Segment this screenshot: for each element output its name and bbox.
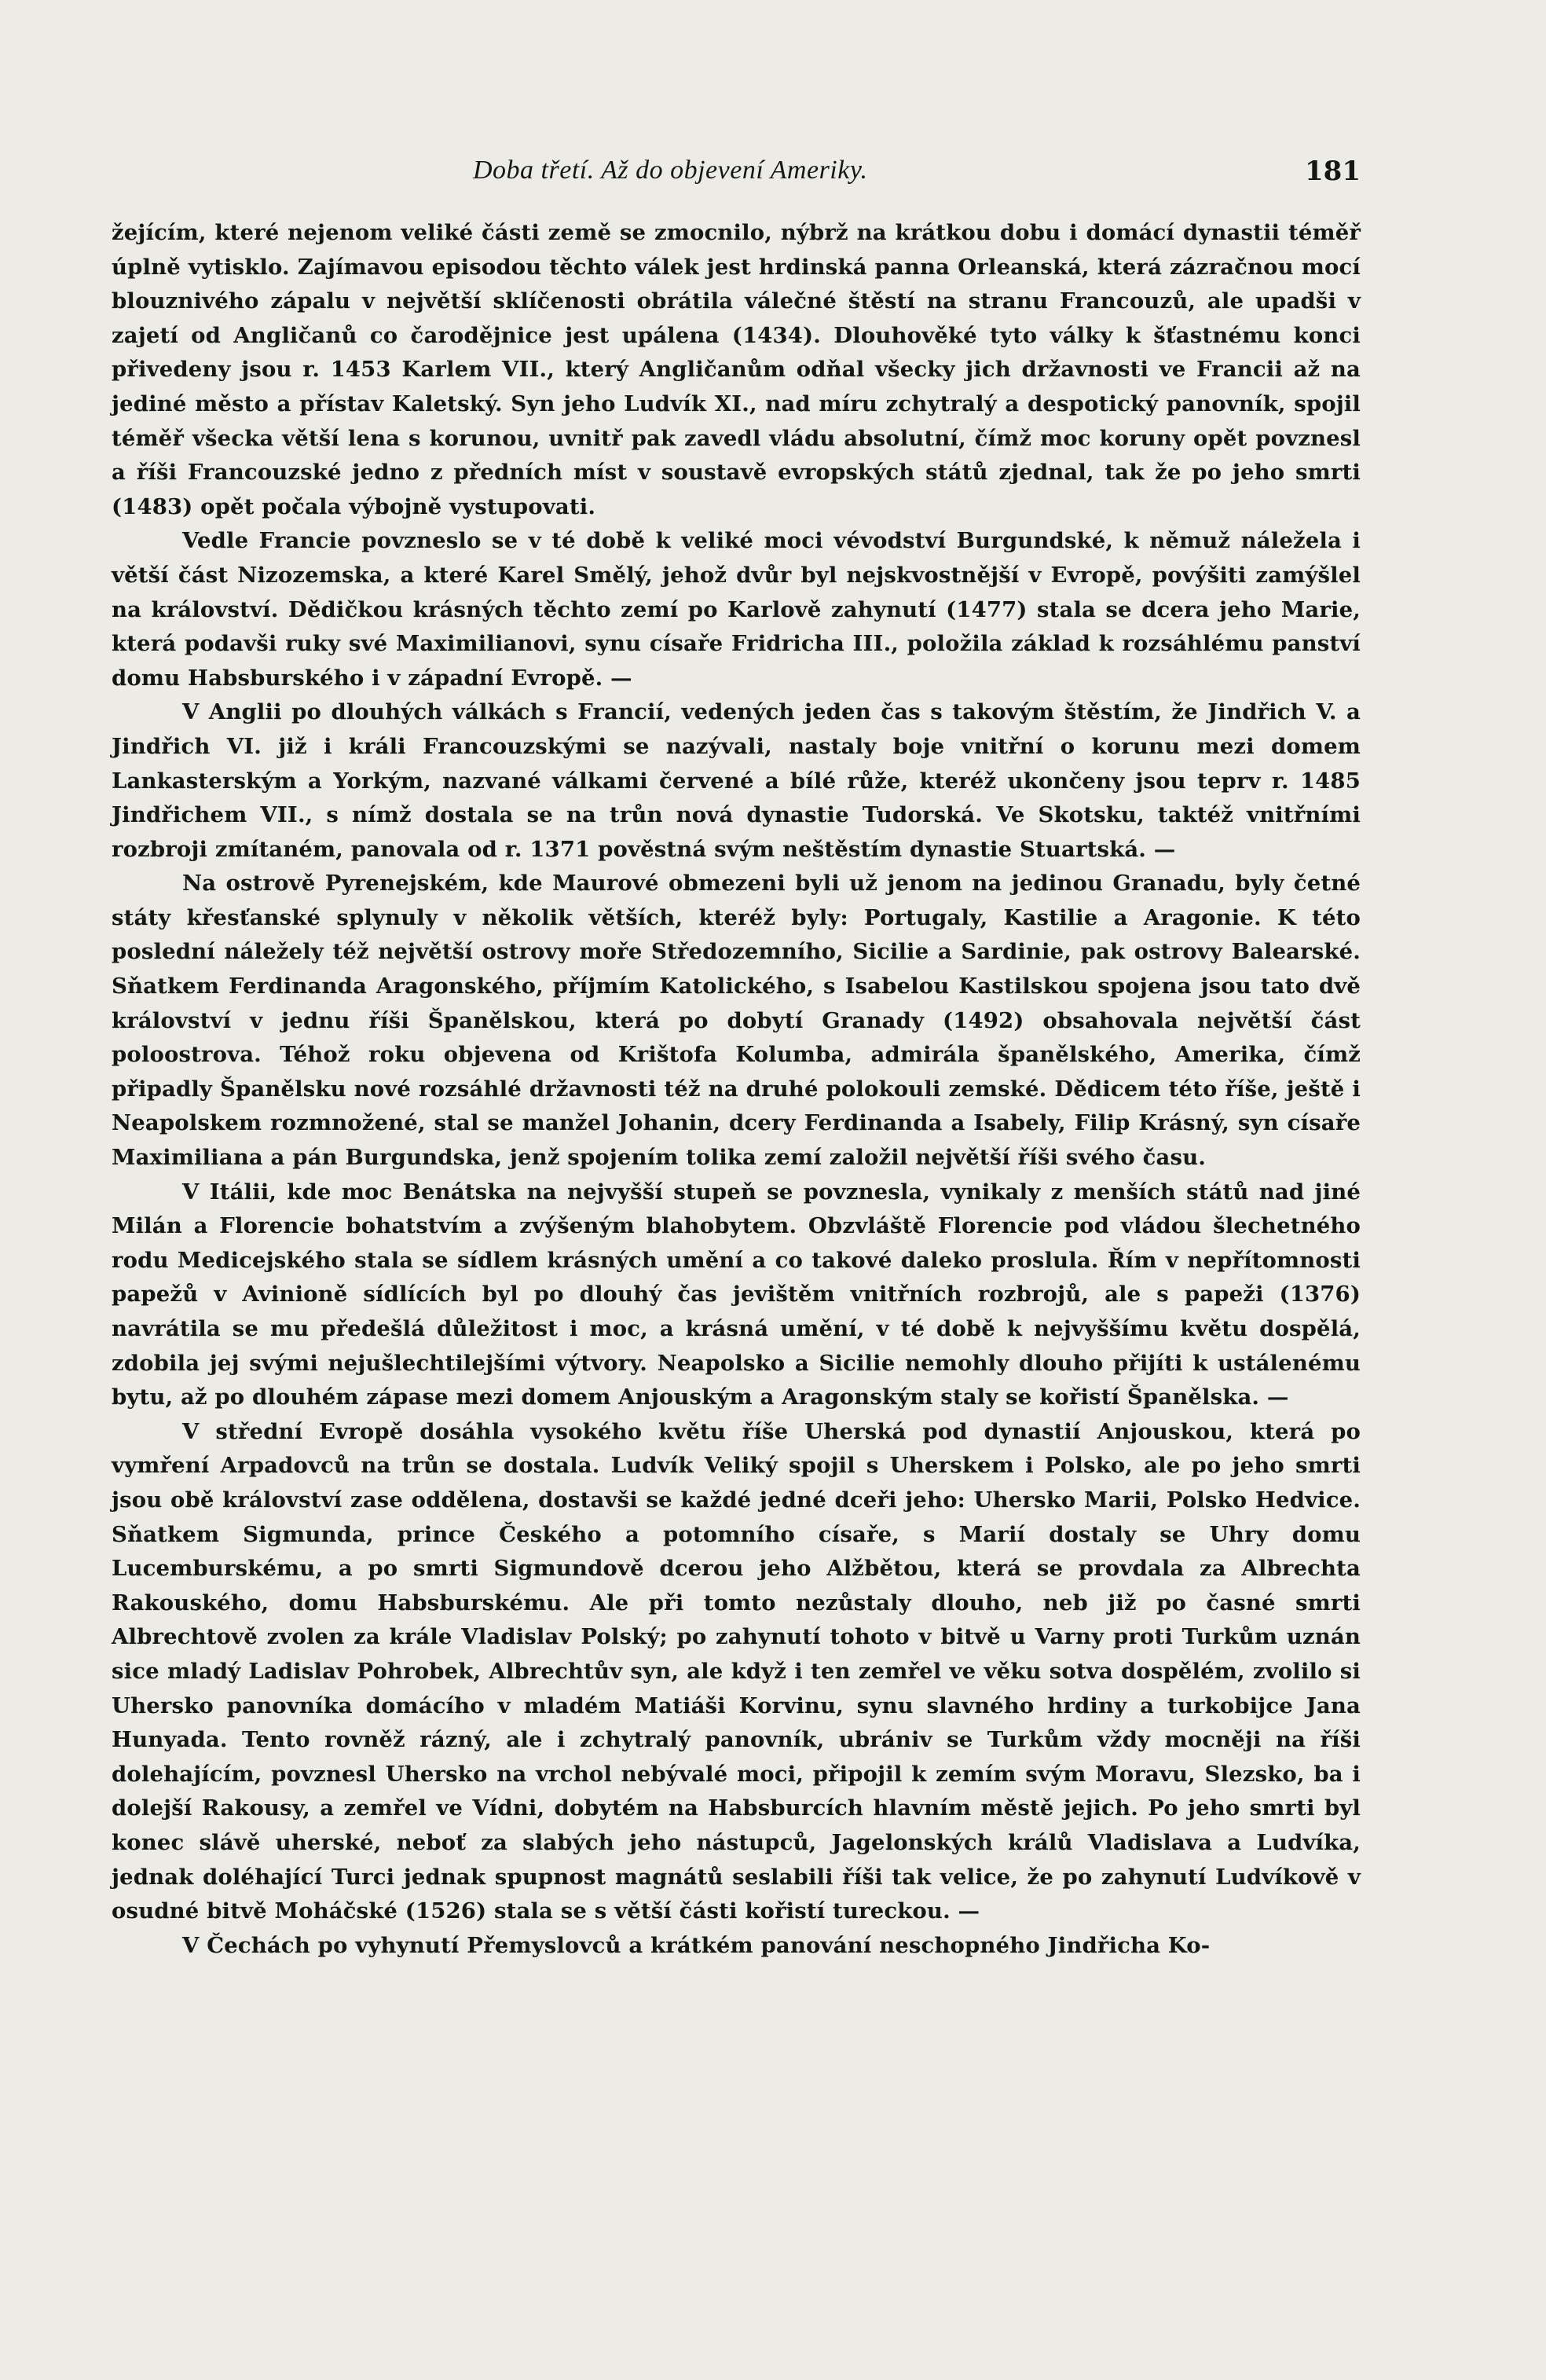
paragraph-burgundy: Vedle Francie povzneslo se v té době k veliké moci vévodství Burgundské, k němuž náležela i větší část Nizozemska, a které Karel Smělý, jehož dvůr byl nejskvostnější v Evropě, povýšiti zamýšlel na království. Dědičkou krásných těchto zemí po Karlově zahynutí (1477) stala se dcera jeho Marie, která podavši ruky své Maximilianovi, synu císaře Fridricha III., položila základ k rozsáhlému panství domu Habsburského i v západní Evropě. — xyxy=(112,528,1361,691)
page-number: 181 xyxy=(1305,156,1361,187)
paragraph-france: žejícím, které nejenom veliké části země se zmocnilo, nýbrž na krátkou dobu i domácí dynastii téměř úplně vytisklo. Zajímavou episodou těchto válek jest hrdinská panna Orleanská, která zázračnou mocí blouznivého zápalu v největší sklíčenosti obrátila válečné štěstí na stranu Francouzů, ale upadši v zajetí od Angličanů co čarodějnice jest upálena (1434). Dlouhověké tyto války k šťastnému konci přivedeny jsou r. 1453 Karlem VII., který Angličanům odňal všecky jich državnosti ve Francii až na jediné město a přístav Kaletský. Syn jeho Ludvík XI., nad míru zchytralý a despotický panovník, spojil téměř všecka větší lena s korunou, uvnitř pak zavedl vládu absolutní, čímž moc koruny opět povznesl a říši Francouzské jedno z předních míst v soustavě evropských států zjednal, tak že po jeho smrti (1483) opět počala výbojně vystupovati. xyxy=(112,220,1361,519)
paragraph-england: V Anglii po dlouhých válkách s Francií, vedených jeden čas s takovým štěstím, že Jindřich V. a Jindřich VI. již i králi Francouzskými se nazývali, nastaly boje vnitřní o korunu mezi domem Lankasterským a Yorkým, nazvané válkami červené a bílé růže, kteréž ukončeny jsou teprv r. 1485 Jindřichem VII., s nímž dostala se na trůn nová dynastie Tudorská. Ve Skotsku, taktéž vnitřními rozbroji zmítaném, panovala od r. 1371 pověstná svým neštěstím dynastie Stuartská. — xyxy=(112,699,1361,862)
paragraph-hungary: V střední Evropě dosáhla vysokého květu říše Uherská pod dynastií Anjouskou, která po vymření Arpadovců na trůn se dostala. Ludvík Veliký spojil s Uherskem i Polsko, ale po jeho smrti jsou obě království zase oddělena, dostavši se každé jedné dceři jeho: Uhersko Marii, Polsko Hedvice. Sňatkem Sigmunda, prince Českého a potomního císaře, s Marií dostaly se Uhry domu Lucemburskému, a po smrti Sigmundově dcerou jeho Alžbětou, která se provdala za Albrechta Rakouského, domu Habsburskému. Ale při tomto nezůstaly dlouho, neb již po časné smrti Albrechtově zvolen za krále Vladislav Polský; po zahynutí tohoto v bitvě u Varny proti Turkům uznán sice mladý Ladislav Pohrobek, Albrechtův syn, ale když i ten zemřel ve věku sotva dospělém, zvolilo si Uhersko panovníka domácího v mladém Matiáši Korvinu, synu slavného hrdiny a turkobijce Jana Hunyada. Tento rovněž rázný, ale i zchytralý panovník, ubrániv se Turkům vždy mocněji na říši dolehajícím, povznesl Uhersko na vrchol nebývalé moci, připojil k zemím svým Moravu, Slezsko, ba i dolejší Rakousy, a zemřel ve Vídni, dobytém na Habsburcích hlavním městě jejich. Po jeho smrti byl konec slávě uherské, neboť za slabých jeho nástupců, Jagelonských králů Vladislava a Ludvíka, jednak doléhající Turci jednak spupnost magnátů seslabili říši tak velice, že po zahynutí Ludvíkově v osudné bitvě Moháčské (1526) stala se s větší části kořistí tureckou. — xyxy=(112,1418,1361,1924)
page-header xyxy=(112,156,1361,192)
body-text xyxy=(112,216,1361,1963)
running-head: Doba třetí. Až do objevení Ameriky. xyxy=(473,156,868,185)
paragraph-italy: V Itálii, kde moc Benátska na nejvyšší stupeň se povznesla, vynikaly z menších států nad jiné Milán a Florencie bohatstvím a zvýšeným blahobytem. Obzvláště Florencie pod vládou šlechetného rodu Medicejského stala se sídlem krásných umění a co takové daleko proslula. Řím v nepřítomnosti papežů v Avinioně sídlících byl po dlouhý čas jevištěm vnitřních rozbrojů, ale s papeži (1376) navrátila se mu předešlá důležitost i moc, a krásná umění, v té době k nejvyššímu květu dospělá, zdobila jej svými nejušlechtilejšími výtvory. Neapolsko a Sicilie nemohly dlouho přijíti k ustálenému bytu, až po dlouhém zápase mezi domem Anjouským a Aragonským staly se kořistí Španělska. — xyxy=(112,1179,1361,1410)
paragraph-iberia: Na ostrově Pyrenejském, kde Maurové obmezeni byli už jenom na jedinou Granadu, byly četné státy křesťanské splynuly v několik větších, kteréž byly: Portugaly, Kastilie a Aragonie. K této poslední náležely též největší ostrovy moře Středozemního, Sicilie a Sardinie, pak ostrovy Balearské. Sňatkem Ferdinanda Aragonského, příjmím Katolického, s Isabelou Kastilskou spojena jsou tato dvě království v jednu říši Španělskou, která po dobytí Granady (1492) obsahovala největší část poloostrova. Téhož roku objevena od Krištofa Kolumba, admirála španělského, Amerika, čímž připadly Španělsku nové rozsáhlé državnosti též na druhé polokouli zemské. Dědicem této říše, ještě i Neapolskem rozmnožené, stal se manžel Johanin, dcery Ferdinanda a Isabely, Filip Krásný, syn císaře Maximiliana a pán Burgundska, jenž spojením tolika zemí založil největší říši svého času. xyxy=(112,871,1361,1171)
paragraph-bohemia: V Čechách po vyhynutí Přemyslovců a krátkém panování neschopného Jindřicha Ko- xyxy=(182,1932,1211,1958)
